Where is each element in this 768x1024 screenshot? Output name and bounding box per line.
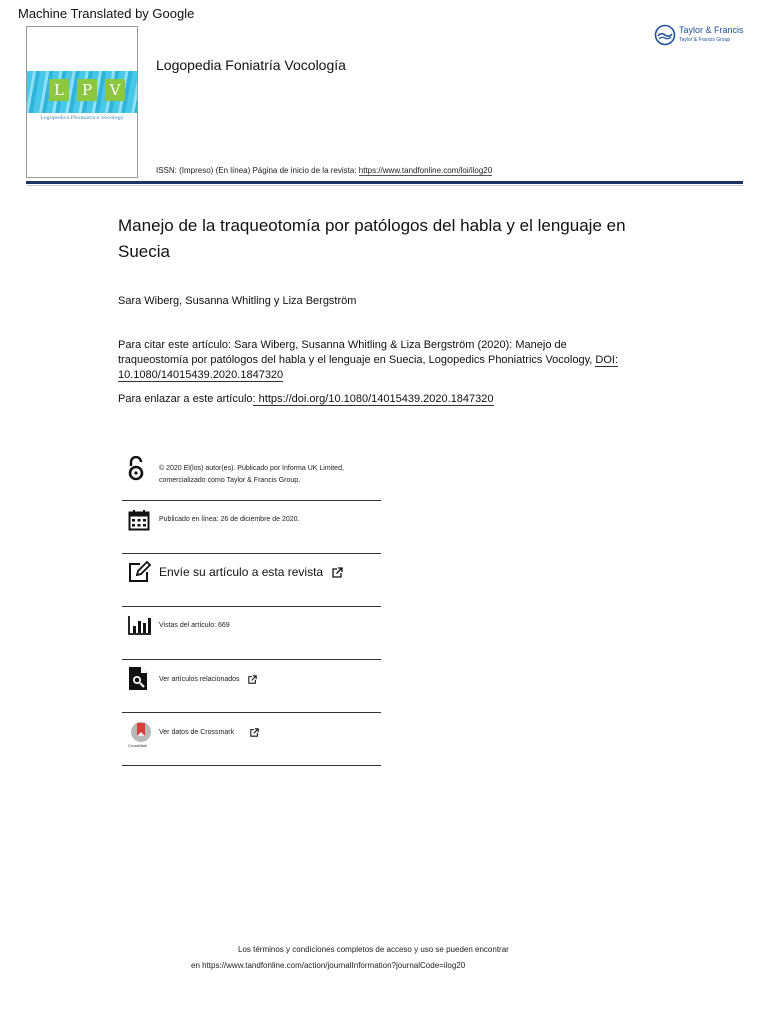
external-link-icon bbox=[332, 567, 343, 578]
submit-article-link[interactable] bbox=[159, 565, 343, 579]
journal-name: Logopedia Foniatría Vocología bbox=[156, 57, 346, 73]
citation-text: Para citar este artículo: Sara Wiberg, Susanna Whitling & Liza Bergström (2020): Manejo de traqueostomía por patólogos del habla y el lenguaje en Suecia, Logopedics Phoniatrics Vocology, bbox=[118, 339, 596, 366]
cover-letter-3: V bbox=[105, 79, 125, 101]
citation-doi-link[interactable]: DOI: 10.1080/14015439.2020.1847320 bbox=[118, 354, 619, 381]
citation-block bbox=[118, 338, 638, 383]
crossmark-link[interactable] bbox=[159, 727, 259, 739]
article-views: Vistas del artículo: 669 bbox=[159, 622, 230, 629]
related-articles-label: Ver artículos relacionados bbox=[159, 676, 240, 683]
cover-subtitle: Logopedics Phoniatrics Vocology bbox=[40, 115, 124, 121]
published-date: Publicado en línea: 26 de diciembre de 2020. bbox=[159, 516, 300, 523]
copyright-line-2: comercializado como Taylor & Francis Group. bbox=[159, 477, 301, 484]
taylor-francis-icon bbox=[654, 24, 676, 46]
header-rule bbox=[26, 181, 743, 184]
article-link-label: Para enlazar a este artículo bbox=[118, 393, 253, 405]
submit-article-label: Envíe su artículo a esta revista bbox=[159, 565, 324, 579]
cover-letter-1: L bbox=[49, 79, 69, 101]
article-title: Manejo de la traqueotomía por patólogos del habla y el lenguaje en Suecia bbox=[118, 216, 626, 261]
header-rule-shadow bbox=[26, 185, 743, 186]
terms-line-1: Los términos y condiciones completos de acceso y uso se pueden encontrar bbox=[238, 945, 509, 954]
crossmark-icon bbox=[129, 721, 153, 743]
publisher-subname: Taylor & Francis Group bbox=[679, 37, 731, 43]
crossmark-logo-text: CrossMark bbox=[128, 743, 148, 748]
external-link-icon bbox=[250, 728, 259, 737]
views-row bbox=[122, 607, 381, 660]
machine-translation-banner: Machine Translated by Google bbox=[18, 6, 195, 21]
crossmark-row[interactable] bbox=[122, 713, 381, 766]
article-authors: Sara Wiberg, Susanna Whitling y Liza Bergström bbox=[118, 295, 357, 307]
published-row bbox=[122, 501, 381, 554]
publisher-logo[interactable] bbox=[654, 22, 754, 48]
calendar-icon bbox=[128, 509, 150, 531]
edit-icon bbox=[128, 561, 152, 583]
related-articles-link[interactable] bbox=[159, 674, 257, 686]
crossmark-label: Ver datos de Crossmark bbox=[159, 729, 235, 736]
crossmark-logo bbox=[128, 721, 154, 751]
journal-homepage-link[interactable]: https://www.tandfonline.com/loi/ilog20 bbox=[358, 166, 493, 175]
open-access-row bbox=[122, 448, 381, 501]
issn-text: ISSN: (Impreso) (En línea) Página de inicio de la revista: bbox=[156, 166, 359, 175]
external-link-icon bbox=[248, 675, 257, 684]
document-search-icon bbox=[128, 666, 148, 691]
copyright-line-1: © 2020 El(los) autor(es). Publicado por Informa UK Limited, bbox=[159, 465, 344, 472]
publisher-name: Taylor & Francis bbox=[679, 25, 744, 35]
article-doi-link[interactable]: : https://doi.org/10.1080/14015439.2020.1847320 bbox=[252, 393, 494, 405]
submit-row[interactable] bbox=[122, 554, 381, 607]
related-row[interactable] bbox=[122, 660, 381, 713]
cover-letter-2: P bbox=[77, 79, 97, 101]
journal-cover[interactable] bbox=[26, 26, 138, 178]
bar-chart-icon bbox=[128, 615, 152, 635]
issn-line bbox=[156, 166, 492, 175]
open-access-icon bbox=[128, 456, 144, 482]
terms-line-2[interactable]: en https://www.tandfonline.com/action/journalInformation?journalCode=ilog20 bbox=[191, 961, 466, 970]
article-link-line bbox=[118, 393, 494, 405]
